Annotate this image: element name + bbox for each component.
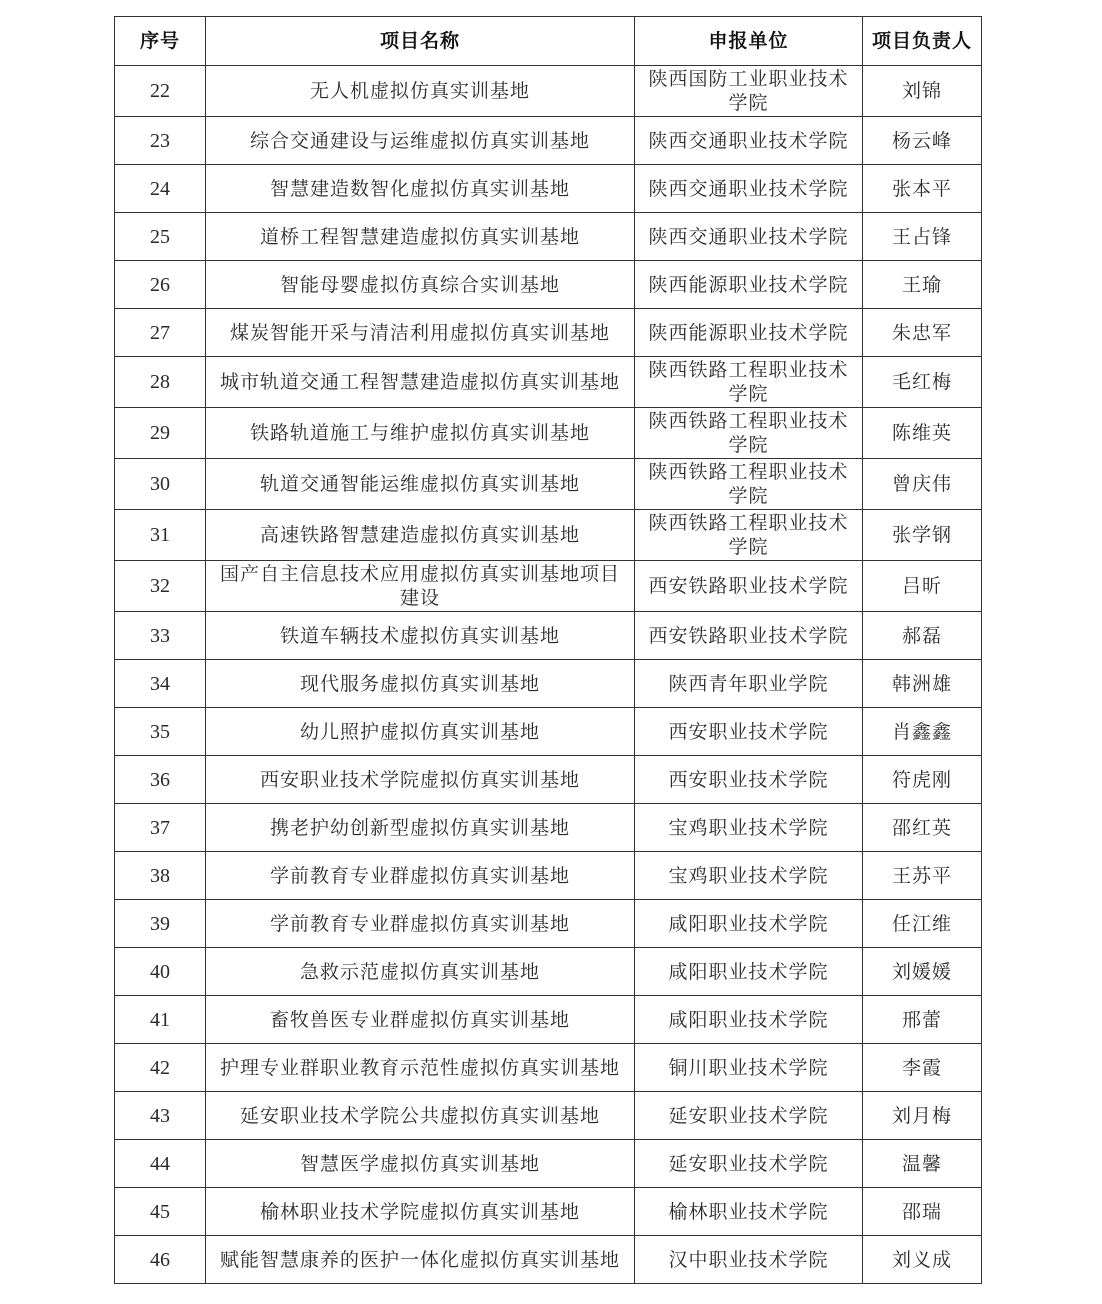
project-lead-cell: 张学钢 [863,510,982,561]
project-lead-cell: 陈维英 [863,408,982,459]
serial-number-cell: 46 [115,1236,206,1284]
project-name-cell: 护理专业群职业教育示范性虚拟仿真实训基地 [206,1044,635,1092]
project-lead-cell: 毛红梅 [863,357,982,408]
table-row [115,66,982,117]
table-row [115,561,982,612]
applicant-unit-cell: 陕西铁路工程职业技术学院 [635,510,863,561]
table-row [115,357,982,408]
table-row [115,1092,982,1140]
table-row [115,117,982,165]
applicant-unit-cell: 陕西铁路工程职业技术学院 [635,408,863,459]
serial-number-cell: 27 [115,309,206,357]
applicant-unit-cell: 陕西交通职业技术学院 [635,165,863,213]
table-row [115,1188,982,1236]
project-name-cell: 畜牧兽医专业群虚拟仿真实训基地 [206,996,635,1044]
project-lead-cell: 杨云峰 [863,117,982,165]
table-header-row [115,17,982,66]
project-lead-cell: 任江维 [863,900,982,948]
applicant-unit-cell: 咸阳职业技术学院 [635,900,863,948]
serial-number-cell: 39 [115,900,206,948]
serial-number-cell: 31 [115,510,206,561]
project-lead-cell: 朱忠军 [863,309,982,357]
project-name-cell: 无人机虚拟仿真实训基地 [206,66,635,117]
serial-number-cell: 44 [115,1140,206,1188]
table-row [115,708,982,756]
serial-number-cell: 25 [115,213,206,261]
project-lead-cell: 符虎刚 [863,756,982,804]
project-name-cell: 急救示范虚拟仿真实训基地 [206,948,635,996]
table-row [115,1140,982,1188]
project-name-cell: 携老护幼创新型虚拟仿真实训基地 [206,804,635,852]
table-row [115,948,982,996]
project-lead-cell: 邢蕾 [863,996,982,1044]
project-name-cell: 铁路轨道施工与维护虚拟仿真实训基地 [206,408,635,459]
table-row [115,1044,982,1092]
project-name-cell: 现代服务虚拟仿真实训基地 [206,660,635,708]
applicant-unit-cell: 陕西能源职业技术学院 [635,309,863,357]
applicant-unit-cell: 西安职业技术学院 [635,756,863,804]
project-lead-cell: 温馨 [863,1140,982,1188]
applicant-unit-cell: 西安职业技术学院 [635,708,863,756]
table-row [115,996,982,1044]
applicant-unit-cell: 陕西交通职业技术学院 [635,117,863,165]
project-name-cell: 智慧建造数智化虚拟仿真实训基地 [206,165,635,213]
project-name-cell: 煤炭智能开采与清洁利用虚拟仿真实训基地 [206,309,635,357]
table-row [115,804,982,852]
applicant-unit-cell: 陕西青年职业学院 [635,660,863,708]
table-row [115,459,982,510]
applicant-unit-cell: 咸阳职业技术学院 [635,948,863,996]
project-name-cell: 高速铁路智慧建造虚拟仿真实训基地 [206,510,635,561]
table-row [115,309,982,357]
applicant-unit-cell: 西安铁路职业技术学院 [635,561,863,612]
serial-number-cell: 45 [115,1188,206,1236]
project-lead-cell: 邵红英 [863,804,982,852]
serial-number-cell: 28 [115,357,206,408]
project-lead-cell: 刘义成 [863,1236,982,1284]
serial-number-cell: 43 [115,1092,206,1140]
table-row [115,852,982,900]
project-lead-cell: 刘锦 [863,66,982,117]
project-name-cell: 智能母婴虚拟仿真综合实训基地 [206,261,635,309]
table-row [115,213,982,261]
serial-number-cell: 35 [115,708,206,756]
project-lead-cell: 刘月梅 [863,1092,982,1140]
applicant-unit-cell: 榆林职业技术学院 [635,1188,863,1236]
applicant-unit-cell: 延安职业技术学院 [635,1092,863,1140]
table-row [115,900,982,948]
project-name-cell: 幼儿照护虚拟仿真实训基地 [206,708,635,756]
project-lead-cell: 韩洲雄 [863,660,982,708]
table-row [115,408,982,459]
project-name-cell: 智慧医学虚拟仿真实训基地 [206,1140,635,1188]
table-row [115,261,982,309]
table-row [115,510,982,561]
table-body [115,66,982,1284]
table-row [115,165,982,213]
applicant-unit-cell: 宝鸡职业技术学院 [635,852,863,900]
project-name-cell: 西安职业技术学院虚拟仿真实训基地 [206,756,635,804]
project-lead-cell: 张本平 [863,165,982,213]
project-lead-cell: 吕昕 [863,561,982,612]
applicant-unit-cell: 陕西铁路工程职业技术学院 [635,459,863,510]
serial-number-cell: 37 [115,804,206,852]
serial-number-cell: 22 [115,66,206,117]
table-row [115,660,982,708]
project-name-cell: 学前教育专业群虚拟仿真实训基地 [206,900,635,948]
applicant-unit-cell: 汉中职业技术学院 [635,1236,863,1284]
project-lead-cell: 邵瑞 [863,1188,982,1236]
applicant-unit-cell: 咸阳职业技术学院 [635,996,863,1044]
project-lead-cell: 王占锋 [863,213,982,261]
table-row [115,756,982,804]
header-project-name: 项目名称 [206,17,635,66]
project-name-cell: 国产自主信息技术应用虚拟仿真实训基地项目建设 [206,561,635,612]
project-name-cell: 赋能智慧康养的医护一体化虚拟仿真实训基地 [206,1236,635,1284]
header-project-lead: 项目负责人 [863,17,982,66]
project-name-cell: 延安职业技术学院公共虚拟仿真实训基地 [206,1092,635,1140]
header-applicant-unit: 申报单位 [635,17,863,66]
header-serial-number: 序号 [115,17,206,66]
serial-number-cell: 40 [115,948,206,996]
project-name-cell: 轨道交通智能运维虚拟仿真实训基地 [206,459,635,510]
serial-number-cell: 29 [115,408,206,459]
serial-number-cell: 30 [115,459,206,510]
serial-number-cell: 38 [115,852,206,900]
project-lead-cell: 王瑜 [863,261,982,309]
project-name-cell: 学前教育专业群虚拟仿真实训基地 [206,852,635,900]
serial-number-cell: 23 [115,117,206,165]
serial-number-cell: 36 [115,756,206,804]
project-lead-cell: 郝磊 [863,612,982,660]
applicant-unit-cell: 陕西铁路工程职业技术学院 [635,357,863,408]
project-lead-cell: 李霞 [863,1044,982,1092]
applicant-unit-cell: 西安铁路职业技术学院 [635,612,863,660]
project-name-cell: 铁道车辆技术虚拟仿真实训基地 [206,612,635,660]
applicant-unit-cell: 陕西交通职业技术学院 [635,213,863,261]
project-table [114,16,982,1284]
applicant-unit-cell: 宝鸡职业技术学院 [635,804,863,852]
applicant-unit-cell: 陕西国防工业职业技术学院 [635,66,863,117]
project-name-cell: 榆林职业技术学院虚拟仿真实训基地 [206,1188,635,1236]
serial-number-cell: 24 [115,165,206,213]
project-name-cell: 综合交通建设与运维虚拟仿真实训基地 [206,117,635,165]
serial-number-cell: 34 [115,660,206,708]
table-row [115,1236,982,1284]
serial-number-cell: 41 [115,996,206,1044]
project-lead-cell: 刘媛媛 [863,948,982,996]
project-lead-cell: 王苏平 [863,852,982,900]
project-lead-cell: 肖鑫鑫 [863,708,982,756]
project-name-cell: 城市轨道交通工程智慧建造虚拟仿真实训基地 [206,357,635,408]
serial-number-cell: 33 [115,612,206,660]
serial-number-cell: 32 [115,561,206,612]
table-row [115,612,982,660]
applicant-unit-cell: 延安职业技术学院 [635,1140,863,1188]
applicant-unit-cell: 铜川职业技术学院 [635,1044,863,1092]
applicant-unit-cell: 陕西能源职业技术学院 [635,261,863,309]
serial-number-cell: 26 [115,261,206,309]
serial-number-cell: 42 [115,1044,206,1092]
project-name-cell: 道桥工程智慧建造虚拟仿真实训基地 [206,213,635,261]
project-lead-cell: 曾庆伟 [863,459,982,510]
